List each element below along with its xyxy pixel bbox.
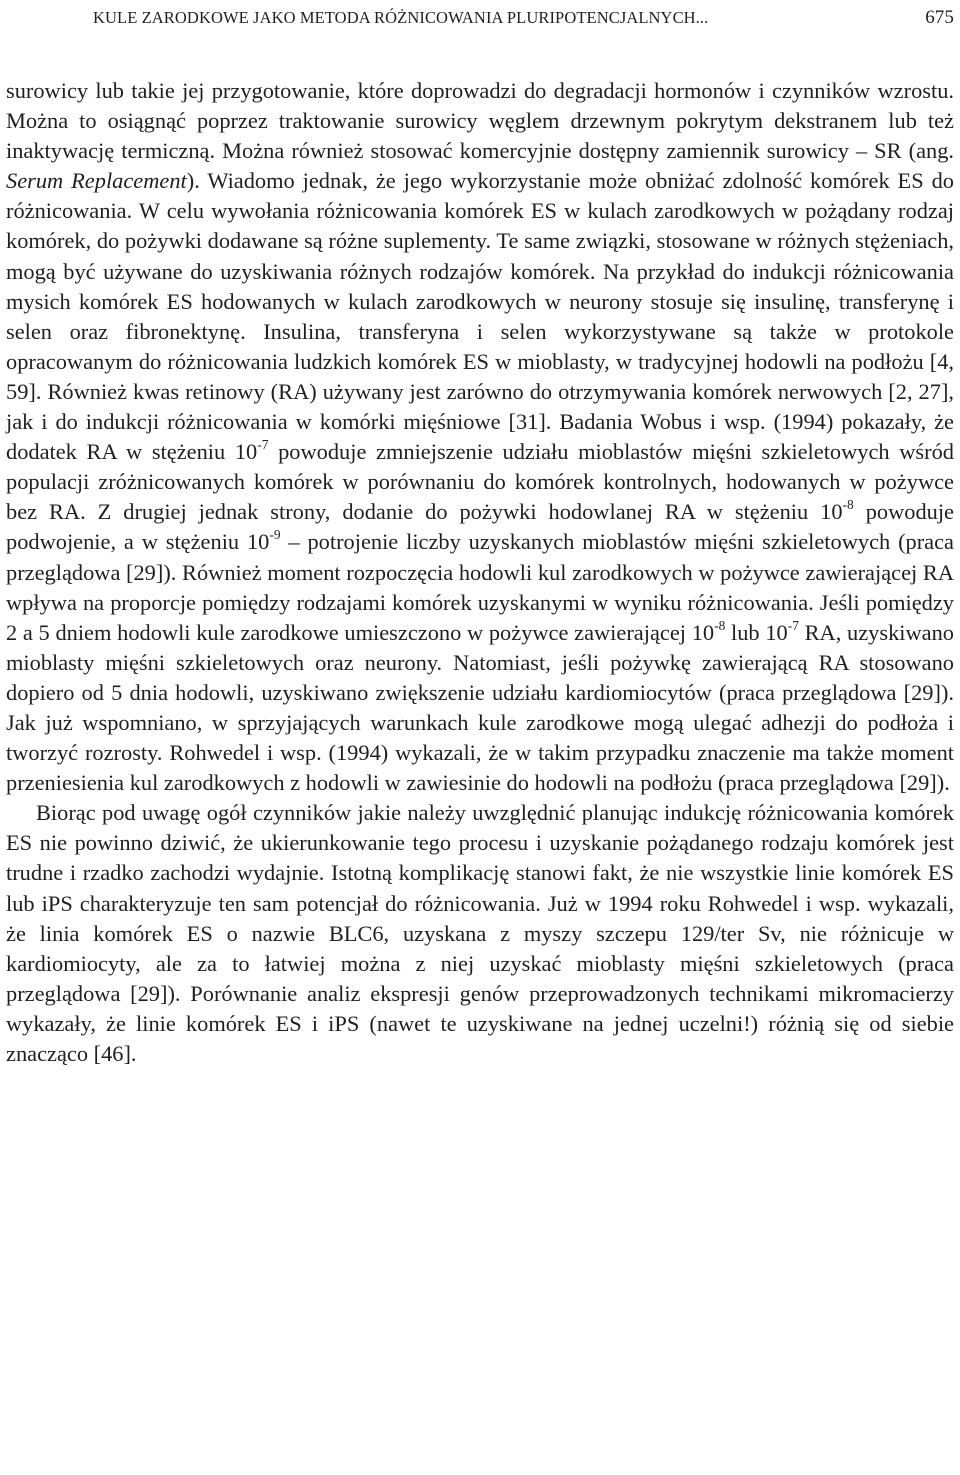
exponent: -8 [842,497,854,513]
paragraph-1-part-5: – potrojenie liczby uzyskanych mioblastów mięśni szkieletowych (praca przeglądowa [29]). Również moment rozpoczęcia hodowli kul zarodkowych w pożywce zawierającej RA wpływa na proporcje pomiędzy rodzajami komórek uzyskanymi w wyniku różnicowania. Jeśli pomiędzy 2 a 5 dniem hodowli kule zarodkowe umieszczono w pożywce zawierającej 10 [6,529,954,645]
paragraph-1-part-3: powoduje zmniejszenie udziału mioblastów mięśni szkieletowych wśród populacji zróżnicowanych komórek w porównaniu do komórek kontrolnych, hodowanych w pożywce bez RA. Z drugiej jednak strony, dodanie do pożywki hodowlanej RA w stężeniu 10 [6,439,954,525]
running-title: KULE ZARODKOWE JAKO METODA RÓŻNICOWANIA PLURIPOTENCJALNYCH... [93,8,709,27]
italic-term: Serum Replacement [6,168,187,194]
paragraph-1-part-1: surowicy lub takie jej przygotowanie, które doprowadzi do degradacji hormonów i czynników wzrostu. Można to osiągnąć poprzez traktowanie surowicy węglem drzewnym pokrytym dekstranem lub też inaktywację termiczną. Można również stosować komercyjnie dostępny zamiennik surowicy – SR (ang. [6,78,954,164]
exponent: -9 [269,527,281,543]
page-number: 675 [925,7,954,28]
paragraph-2: Biorąc pod uwagę ogół czynników jakie należy uwzględnić planując indukcję różnicowania komórek ES nie powinno dziwić, że ukierunkowanie tego procesu i uzyskanie pożądanego rodzaju komórek jest trudne i rzadko zachodzi wydajnie. Istotną komplikację stanowi fakt, że nie wszystkie linie komórek ES lub iPS charakteryzuje ten sam potencjał do różnicowania. Już w 1994 roku Rohwedel i wsp. wykazali, że linia komórek ES o nazwie BLC6, uzyskana z myszy szczepu 129/ter Sv, nie różnicuje w kardiomiocyty, ale za to łatwiej można z niej uzyskać mioblasty mięśni szkieletowych (praca przeglądowa [29]). Porównanie analiz ekspresji genów przeprowadzonych technikami mikromacierzy wykazały, że linie komórek ES i iPS (nawet te uzyskiwane na jednej uczelni!) różnią się od siebie znacząco [46]. [6,800,954,1066]
exponent: -7 [787,617,799,633]
running-header [93,7,954,33]
paragraph-1-part-7: RA, uzyskiwano mioblasty mięśni szkieletowych oraz neurony. Natomiast, jeśli pożywkę zawierającą RA stosowano dopiero od 5 dnia hodowli, uzyskiwano zwiększenie udziału kardiomiocytów (praca przeglądowa [29]). Jak już wspomniano, w sprzyjających warunkach kule zarodkowe mogą ulegać adhezji do podłoża i tworzyć rozrosty. Rohwedel i wsp. (1994) wykazali, że w takim przypadku znaczenie ma także moment przeniesienia kul zarodkowych z hodowli w zawiesinie do hodowli na podłożu (praca przeglądowa [29]). [6,619,954,796]
paragraph-1-part-2: ). Wiadomo jednak, że jego wykorzystanie może obniżać zdolność komórek ES do różnicowania. W celu wywołania różnicowania komórek ES w kulach zarodkowych w pożądany rodzaj komórek, do pożywki dodawane są różne suplementy. Te same związki, stosowane w różnych stężeniach, mogą być używane do uzyskiwania różnych rodzajów komórek. Na przykład do indukcji różnicowania mysich komórek ES hodowanych w kulach zarodkowych w neurony stosuje się insulinę, transferynę i selen oraz fibronektynę. Insulina, transferyna i selen wykorzystywane są także w protokole opracowanym do różnicowania ludzkich komórek ES w mioblasty, w tradycyjnej hodowli na podłożu [4, 59]. Również kwas retinowy (RA) używany jest zarówno do otrzymywania komórek nerwowych [2, 27], jak i do indukcji różnicowania w komórki mięśniowe [31]. Badania Wobus i wsp. (1994) pokazały, że dodatek RA w stężeniu 10 [6,168,955,465]
exponent: -7 [257,437,269,453]
exponent: -8 [714,617,726,633]
body-text [6,76,954,1069]
paragraph-1-part-6: lub 10 [725,619,788,645]
paragraph-1 [6,76,954,798]
paragraph-1-part-4: powoduje podwojenie, a w stężeniu 10 [6,499,954,555]
